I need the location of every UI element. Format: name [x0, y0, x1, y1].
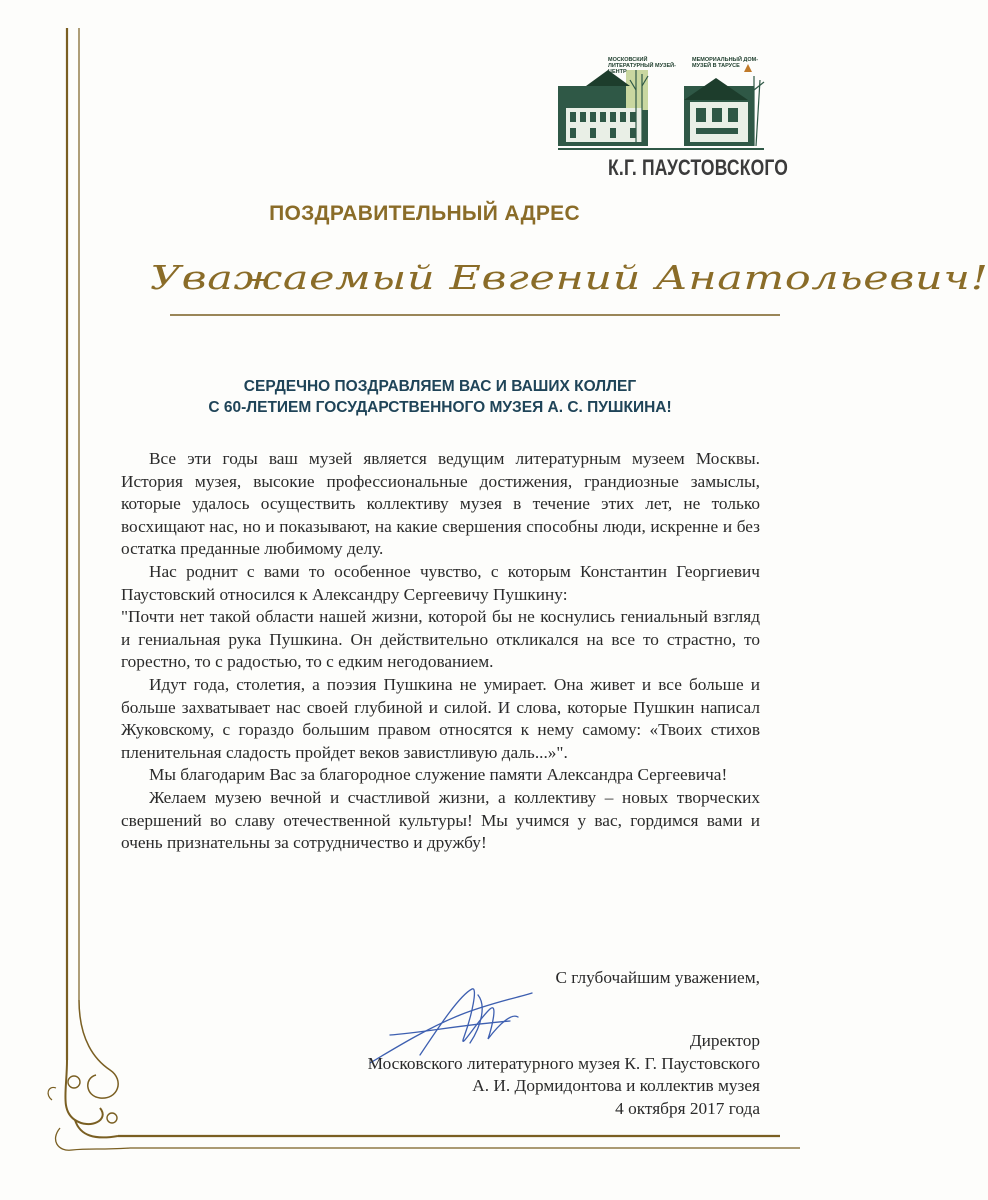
museum-logo — [556, 50, 789, 180]
paragraph: Нас роднит с вами то особенное чувство, с которым Константин Георгиевич Паустовский относился к Александру Сергеевичу Пушкину: — [121, 561, 760, 604]
document-date: 4 октября 2017 года — [615, 1098, 760, 1118]
headline-line-2: С 60-ЛЕТИЕМ ГОСУДАРСТВЕННОГО МУЗЕЯ А. С. ПУШКИНА! — [208, 399, 672, 416]
paragraph: Идут года, столетия, а поэзия Пушкина не умирает. Она живет и все больше и больше захватывает нас своей глубиной и силой. И слова, которые Пушкин написал Жуковскому, с гораздо большим правом относятся к нему самому: «Твоих стихов пленительная сладость пройдет веков завистливую даль...»". — [121, 674, 760, 762]
logo-caption-left: МОСКОВСКИЙ ЛИТЕРАТУРНЫЙ МУЗЕЙ-ЦЕНТР — [608, 57, 676, 75]
signatory-title: Директор — [689, 1031, 760, 1050]
logo-caption-right: МЕМОРИАЛЬНЫЙ ДОМ-МУЗЕЙ В ТАРУСЕ — [692, 57, 759, 69]
signatory-block — [200, 1030, 760, 1120]
headline-line-1: СЕРДЕЧНО ПОЗДРАВЛЯЕМ ВАС И ВАШИХ КОЛЛЕГ — [243, 378, 637, 395]
signatory-organization: Московского литературного музея К. Г. Паустовского — [367, 1053, 760, 1073]
signatory-names: А. И. Дормидонтова и коллектив музея — [472, 1076, 760, 1096]
paragraph: "Почти нет такой области нашей жизни, которой бы не коснулись гениальный взгляд и гениальная рука Пушкина. Он действительно откликался на все то страстно, то горестно, то с радостью, то с едким негодованием. — [121, 607, 760, 672]
paragraph: Мы благодарим Вас за благородное служение памяти Александра Сергеевича! — [149, 765, 728, 785]
letter-body — [121, 448, 760, 855]
closing-line: С глубочайшим уважением, — [555, 968, 760, 987]
logo-name: К.Г. ПАУСТОВСКОГО — [608, 155, 789, 180]
paragraph: Все эти годы ваш музей является ведущим литературным музеем Москвы. История музея, высокие профессиональные достижения, грандиозные замыслы, которые удалось осуществить коллективу музея в течение этих лет, не только восхищают нас, но и показывают, на какие свершения способны люди, искренне и без остатка преданные любимому делу. — [121, 449, 760, 559]
document-heading: ПОЗДРАВИТЕЛЬНЫЙ АДРЕС — [269, 202, 580, 225]
paragraph: Желаем музею вечной и счастливой жизни, а коллективу – новых творческих свершений во славу отечественной культуры! Мы учимся у вас, гордимся вами и очень признательны за сотрудничество и дружбу! — [121, 787, 760, 853]
salutation: Уважаемый Евгений Анатольевич! — [150, 258, 988, 297]
headline — [100, 376, 780, 418]
